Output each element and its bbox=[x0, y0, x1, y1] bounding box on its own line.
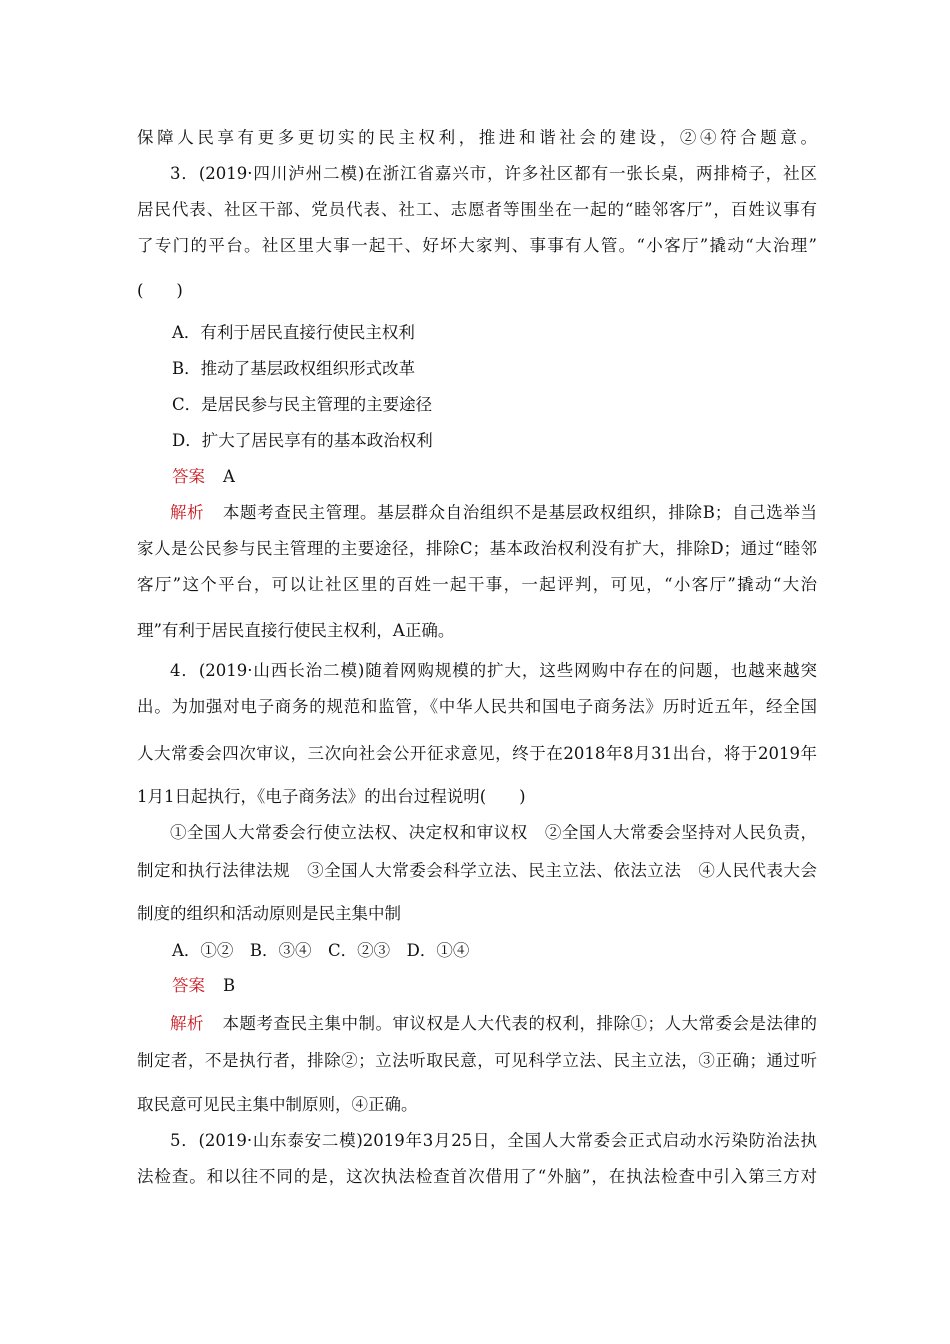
analysis-label: 解析 bbox=[170, 503, 205, 522]
text-line: 客厅”这个平台，可以让社区里的百姓一起干事，一起评判，可见，“小客厅”撬动“大治 bbox=[137, 575, 817, 594]
text-line: 人大常委会四次审议，三次向社会公开征求意见，终于在2018年8月31出台，将于2019年 bbox=[137, 744, 817, 763]
analysis-label: 解析 bbox=[170, 1014, 204, 1033]
text-line: 了专门的平台。社区里大事一起干、好坏大家判、事事有人管。“小客厅”撬动“大治理” bbox=[137, 236, 817, 255]
text-line: 理”有利于居民直接行使民主权利，A正确。 bbox=[137, 621, 455, 640]
option-a: A．有利于居民直接行使民主权利 bbox=[172, 323, 415, 342]
analysis-line bbox=[170, 502, 817, 524]
text-line: 取民意可见民主集中制原则，④正确。 bbox=[137, 1095, 418, 1114]
question-5-stem: 5．(2019·山东泰安二模)2019年3月25日，全国人大常委会正式启动水污染防治法执 bbox=[170, 1131, 817, 1150]
answer-line bbox=[172, 975, 852, 997]
text-line: 制度的组织和活动原则是民主集中制 bbox=[137, 904, 401, 923]
answer-line bbox=[172, 466, 852, 488]
text-line: 出。为加强对电子商务的规范和监管，《中华人民共和国电子商务法》历时近五年，经全国 bbox=[137, 697, 817, 716]
text-line: 居民代表、社区干部、党员代表、社工、志愿者等围坐在一起的“睦邻客厅”，百姓议事有 bbox=[137, 200, 817, 219]
text-line: 家人是公民参与民主管理的主要途径，排除C；基本政治权利没有扩大，排除D；通过“睦邻 bbox=[137, 539, 817, 558]
text-line: 保障人民享有更多更切实的民主权利，推进和谐社会的建设，②④符合题意。 bbox=[137, 128, 817, 147]
text-line: 制定者，不是执行者，排除②；立法听取民意，可见科学立法、民主立法，③正确；通过听 bbox=[137, 1051, 817, 1070]
analysis-text: 本题考查民主管理。基层群众自治组织不是基层政权组织，排除B；自己选举当 bbox=[222, 503, 817, 522]
answer-label: 答案 bbox=[172, 467, 205, 486]
answer-value: A bbox=[223, 467, 235, 486]
text-line: 法检查。和以往不同的是，这次执法检查首次借用了“外脑”，在执法检查中引入第三方对 bbox=[137, 1167, 817, 1186]
statements: ①全国人大常委会行使立法权、决定权和审议权 ②全国人大常委会坚持对人民负责， bbox=[170, 823, 817, 842]
options-line: A．①② B．③④ C．②③ D．①④ bbox=[172, 941, 470, 960]
option-c: C．是居民参与民主管理的主要途径 bbox=[172, 395, 433, 414]
answer-blank: ( ) bbox=[137, 281, 183, 300]
question-3-stem: 3．(2019·四川泸州二模)在浙江省嘉兴市，许多社区都有一张长桌，两排椅子，社区 bbox=[170, 164, 817, 183]
question-4-stem: 4．(2019·山西长治二模)随着网购规模的扩大，这些网购中存在的问题，也越来越突 bbox=[170, 661, 817, 680]
answer-label: 答案 bbox=[172, 976, 205, 995]
text-line: 制定和执行法律法规 ③全国人大常委会科学立法、民主立法、依法立法 ④人民代表大会 bbox=[137, 861, 817, 880]
analysis-text: 本题考查民主集中制。审议权是人大代表的权利，排除①；人大常委会是法律的 bbox=[222, 1014, 817, 1033]
analysis-line bbox=[170, 1013, 817, 1035]
text-line: 1月1日起执行，《电子商务法》的出台过程说明( ) bbox=[137, 787, 526, 806]
option-d: D．扩大了居民享有的基本政治权利 bbox=[172, 431, 433, 450]
option-b: B．推动了基层政权组织形式改革 bbox=[172, 359, 416, 378]
answer-value: B bbox=[223, 976, 236, 995]
